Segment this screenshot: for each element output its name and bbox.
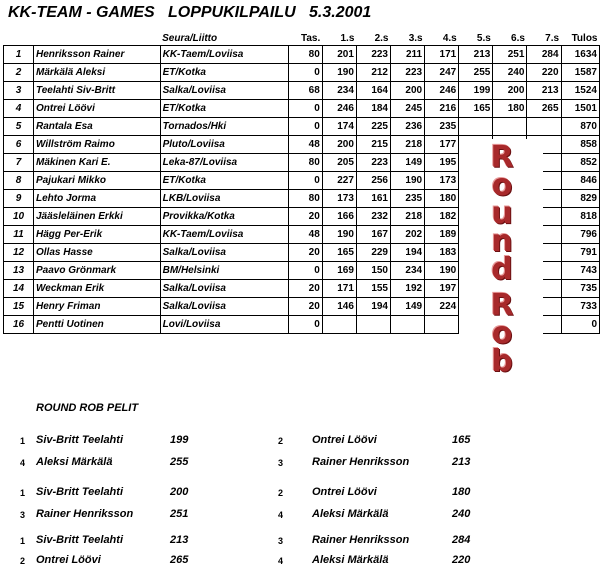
cell-name: Märkälä Aleksi (34, 64, 161, 82)
cell-s4: 171 (425, 46, 459, 64)
cell-rank: 16 (4, 316, 34, 334)
cell-s3: 149 (391, 154, 425, 172)
cell-club: Salka/Loviisa (160, 82, 288, 100)
cell-s1: 246 (322, 100, 356, 118)
round-rob-title: ROUND ROB PELIT (36, 402, 139, 414)
cell-total: 735 (561, 280, 599, 298)
cell-s3: 202 (391, 226, 425, 244)
cell-tas: 0 (288, 118, 322, 136)
game-player-b: Ontrei Löövi (312, 486, 377, 498)
banner-letter: o (491, 168, 513, 203)
cell-club: ET/Kotka (160, 100, 288, 118)
cell-total: 858 (561, 136, 599, 154)
cell-tas: 0 (288, 64, 322, 82)
cell-s4: 224 (425, 298, 459, 316)
cell-tas: 68 (288, 82, 322, 100)
game-seed-b: 2 (278, 488, 284, 498)
cell-club: KK-Taem/Loviisa (160, 46, 288, 64)
cell-name: Mäkinen Kari E. (34, 154, 161, 172)
game-seed-b: 4 (278, 510, 284, 520)
cell-s1: 174 (322, 118, 356, 136)
cell-s1: 169 (322, 262, 356, 280)
cell-s3: 218 (391, 136, 425, 154)
game-score-b: 284 (452, 534, 471, 546)
cell-s3: 223 (391, 64, 425, 82)
game-player-b: Aleksi Märkälä (312, 554, 389, 566)
col-s3-header: 3.s (408, 32, 423, 44)
page-title: KK-TEAM - GAMES LOPPUKILPAILU 5.3.2001 (8, 4, 372, 21)
cell-name: Hägg Per-Erik (34, 226, 161, 244)
cell-s2: 225 (356, 118, 390, 136)
cell-name: Teelahti Siv-Britt (34, 82, 161, 100)
cell-s3: 200 (391, 82, 425, 100)
cell-s1: 171 (322, 280, 356, 298)
game-seed-a: 1 (20, 536, 26, 546)
cell-s2: 184 (356, 100, 390, 118)
cell-rank: 8 (4, 172, 34, 190)
cell-rank: 5 (4, 118, 34, 136)
cell-rank: 1 (4, 46, 34, 64)
cell-s7: 213 (527, 82, 561, 100)
game-player-a: Aleksi Märkälä (36, 456, 113, 468)
cell-s1: 173 (322, 190, 356, 208)
cell-s1: 190 (322, 226, 356, 244)
cell-tas: 80 (288, 154, 322, 172)
cell-s2: 232 (356, 208, 390, 226)
cell-s2: 223 (356, 46, 390, 64)
cell-s4: 189 (425, 226, 459, 244)
cell-s4: 246 (425, 82, 459, 100)
cell-s1: 146 (322, 298, 356, 316)
cell-s3: 192 (391, 280, 425, 298)
cell-s5 (459, 118, 493, 136)
banner-letter: u (491, 196, 513, 231)
cell-total: 829 (561, 190, 599, 208)
cell-s6: 200 (493, 82, 527, 100)
cell-s4: 180 (425, 190, 459, 208)
cell-s4: 182 (425, 208, 459, 226)
table-row (4, 64, 600, 82)
cell-s1: 165 (322, 244, 356, 262)
col-s5-header: 5.s (476, 32, 491, 44)
game-seed-a: 2 (20, 556, 26, 566)
cell-s6: 251 (493, 46, 527, 64)
cell-s5: 165 (459, 100, 493, 118)
cell-total: 1634 (561, 46, 599, 64)
cell-rank: 12 (4, 244, 34, 262)
cell-s4: 235 (425, 118, 459, 136)
cell-s3: 234 (391, 262, 425, 280)
cell-rank: 7 (4, 154, 34, 172)
cell-club: LKB/Loviisa (160, 190, 288, 208)
banner-letter: d (491, 252, 513, 287)
cell-rank: 9 (4, 190, 34, 208)
banner-letter: o (491, 316, 513, 351)
cell-name: Pentti Uotinen (34, 316, 161, 334)
cell-s1: 227 (322, 172, 356, 190)
cell-s4: 195 (425, 154, 459, 172)
cell-name: Weckman Erik (34, 280, 161, 298)
cell-s3: 235 (391, 190, 425, 208)
cell-rank: 6 (4, 136, 34, 154)
cell-s2: 150 (356, 262, 390, 280)
table-row (4, 46, 600, 64)
cell-name: Rantala Esa (34, 118, 161, 136)
cell-name: Jääsleläinen Erkki (34, 208, 161, 226)
cell-s2: 256 (356, 172, 390, 190)
col-s4-header: 4.s (442, 32, 457, 44)
cell-s5: 213 (459, 46, 493, 64)
cell-tas: 0 (288, 100, 322, 118)
game-player-a: Siv-Britt Teelahti (36, 434, 123, 446)
cell-rank: 14 (4, 280, 34, 298)
game-player-b: Rainer Henriksson (312, 534, 410, 546)
cell-total: 852 (561, 154, 599, 172)
cell-s3: 190 (391, 172, 425, 190)
game-player-b: Rainer Henriksson (312, 456, 410, 468)
table-header-row (4, 31, 600, 46)
game-seed-a: 4 (20, 458, 26, 468)
cell-s2: 194 (356, 298, 390, 316)
cell-s3: 236 (391, 118, 425, 136)
cell-name: Willström Raimo (34, 136, 161, 154)
game-player-b: Aleksi Märkälä (312, 508, 389, 520)
col-name-header (34, 31, 161, 46)
game-seed-b: 3 (278, 458, 284, 468)
cell-club: Tornados/Hki (160, 118, 288, 136)
cell-club: ET/Kotka (160, 172, 288, 190)
cell-s4: 183 (425, 244, 459, 262)
cell-s4: 247 (425, 64, 459, 82)
cell-club: Salka/Loviisa (160, 280, 288, 298)
cell-s5: 199 (459, 82, 493, 100)
cell-name: Paavo Grönmark (34, 262, 161, 280)
cell-tas: 20 (288, 208, 322, 226)
cell-club: Salka/Loviisa (160, 244, 288, 262)
cell-tas: 20 (288, 280, 322, 298)
cell-total: 870 (561, 118, 599, 136)
game-score-a: 255 (170, 456, 189, 468)
cell-s2: 212 (356, 64, 390, 82)
game-score-a: 213 (170, 534, 189, 546)
cell-s4: 177 (425, 136, 459, 154)
cell-s1: 205 (322, 154, 356, 172)
cell-name: Henriksson Rainer (34, 46, 161, 64)
cell-s4 (425, 316, 459, 334)
cell-name: Pajukari Mikko (34, 172, 161, 190)
cell-club: Provikka/Kotka (160, 208, 288, 226)
game-player-a: Siv-Britt Teelahti (36, 534, 123, 546)
cell-s6: 240 (493, 64, 527, 82)
game-seed-b: 3 (278, 536, 284, 546)
game-seed-b: 4 (278, 556, 284, 566)
cell-s4: 216 (425, 100, 459, 118)
cell-tas: 80 (288, 190, 322, 208)
cell-rank: 13 (4, 262, 34, 280)
game-player-b: Ontrei Löövi (312, 434, 377, 446)
cell-s3: 245 (391, 100, 425, 118)
cell-tas: 0 (288, 262, 322, 280)
cell-name: Lehto Jorma (34, 190, 161, 208)
cell-s3: 218 (391, 208, 425, 226)
cell-s1: 234 (322, 82, 356, 100)
game-score-b: 180 (452, 486, 471, 498)
cell-tas: 0 (288, 316, 322, 334)
game-seed-a: 3 (20, 510, 26, 520)
cell-s1: 166 (322, 208, 356, 226)
cell-club: BM/Helsinki (160, 262, 288, 280)
cell-tas: 80 (288, 46, 322, 64)
cell-total: 846 (561, 172, 599, 190)
game-score-b: 165 (452, 434, 471, 446)
cell-s3: 149 (391, 298, 425, 316)
cell-s7 (527, 118, 561, 136)
cell-s2 (356, 316, 390, 334)
game-score-b: 220 (452, 554, 471, 566)
cell-club: Pluto/Loviisa (160, 136, 288, 154)
cell-s6: 180 (493, 100, 527, 118)
cell-s2: 229 (356, 244, 390, 262)
cell-tas: 48 (288, 136, 322, 154)
cell-name: Henry Friman (34, 298, 161, 316)
cell-s2: 164 (356, 82, 390, 100)
cell-s2: 167 (356, 226, 390, 244)
cell-club: ET/Kotka (160, 64, 288, 82)
cell-s3: 194 (391, 244, 425, 262)
cell-s4: 173 (425, 172, 459, 190)
banner-letter: R (490, 288, 514, 323)
cell-tas: 0 (288, 172, 322, 190)
col-s1-header: 1.s (340, 32, 355, 44)
cell-total: 791 (561, 244, 599, 262)
cell-total: 1587 (561, 64, 599, 82)
game-score-a: 199 (170, 434, 189, 446)
game-score-a: 265 (170, 554, 189, 566)
cell-s3 (391, 316, 425, 334)
game-score-a: 200 (170, 486, 189, 498)
cell-rank: 4 (4, 100, 34, 118)
banner-letter: R (490, 140, 514, 175)
cell-s3: 211 (391, 46, 425, 64)
banner-letter: n (491, 224, 513, 259)
table-row (4, 82, 600, 100)
cell-s2: 155 (356, 280, 390, 298)
cell-club: Lovi/Loviisa (160, 316, 288, 334)
col-rank-header (4, 31, 34, 46)
cell-name: Ollas Hasse (34, 244, 161, 262)
table-row (4, 118, 600, 136)
game-player-a: Ontrei Löövi (36, 554, 101, 566)
cell-tas: 20 (288, 244, 322, 262)
cell-s1: 190 (322, 64, 356, 82)
cell-tas: 48 (288, 226, 322, 244)
col-club-header: Seura/Liitto (162, 32, 218, 44)
game-seed-a: 1 (20, 436, 26, 446)
game-seed-b: 2 (278, 436, 284, 446)
cell-rank: 3 (4, 82, 34, 100)
game-score-b: 240 (452, 508, 471, 520)
cell-s7: 265 (527, 100, 561, 118)
col-total-header: Tulos (571, 32, 598, 44)
cell-s7: 220 (527, 64, 561, 82)
cell-s2: 215 (356, 136, 390, 154)
cell-club: Leka-87/Loviisa (160, 154, 288, 172)
game-score-a: 251 (170, 508, 189, 520)
col-s2-header: 2.s (374, 32, 389, 44)
col-s7-header: 7.s (545, 32, 560, 44)
cell-s6 (493, 118, 527, 136)
cell-total: 1524 (561, 82, 599, 100)
game-player-a: Rainer Henriksson (36, 508, 134, 520)
cell-rank: 11 (4, 226, 34, 244)
cell-total: 1501 (561, 100, 599, 118)
cell-s4: 197 (425, 280, 459, 298)
cell-s1: 200 (322, 136, 356, 154)
cell-s7: 284 (527, 46, 561, 64)
cell-s1 (322, 316, 356, 334)
cell-total: 818 (561, 208, 599, 226)
col-s6-header: 6.s (511, 32, 525, 44)
cell-s5: 255 (459, 64, 493, 82)
cell-s2: 161 (356, 190, 390, 208)
cell-rank: 2 (4, 64, 34, 82)
cell-s1: 201 (322, 46, 356, 64)
cell-s2: 223 (356, 154, 390, 172)
game-player-a: Siv-Britt Teelahti (36, 486, 123, 498)
cell-club: KK-Taem/Loviisa (160, 226, 288, 244)
cell-total: 743 (561, 262, 599, 280)
cell-club: Salka/Loviisa (160, 298, 288, 316)
table-row (4, 100, 600, 118)
cell-name: Ontrei Löövi (34, 100, 161, 118)
cell-s4: 190 (425, 262, 459, 280)
cell-rank: 10 (4, 208, 34, 226)
cell-total: 796 (561, 226, 599, 244)
game-score-b: 213 (452, 456, 471, 468)
game-seed-a: 1 (20, 488, 26, 498)
cell-tas: 20 (288, 298, 322, 316)
col-tas-header: Tas. (301, 32, 321, 44)
banner-letter: b (491, 344, 513, 379)
cell-total: 733 (561, 298, 599, 316)
cell-rank: 15 (4, 298, 34, 316)
cell-total: 0 (561, 316, 599, 334)
